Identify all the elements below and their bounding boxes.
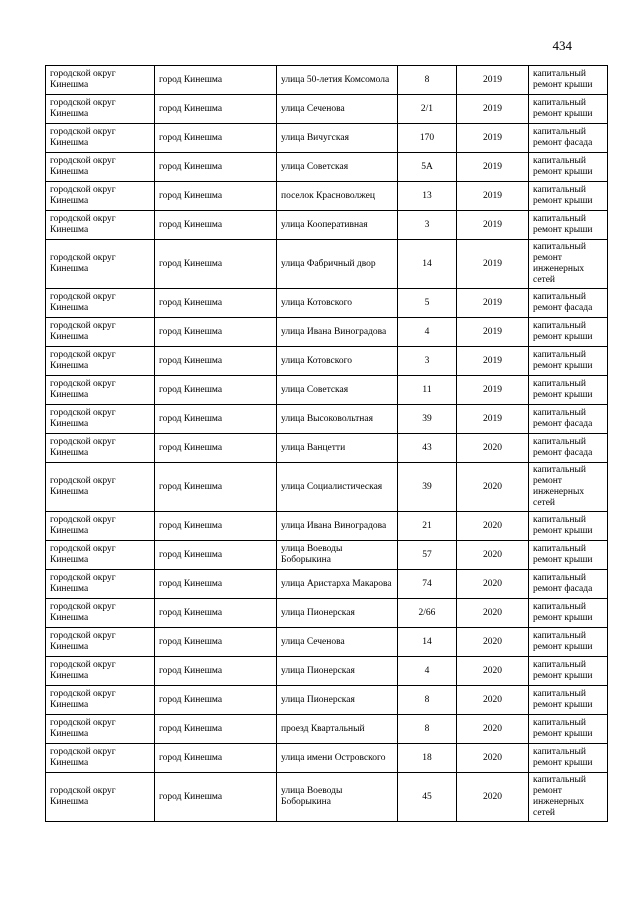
- city-cell: город Кинешма: [155, 211, 277, 240]
- district-cell: городской округ Кинешма: [46, 628, 155, 657]
- work-type-cell: капитальный ремонт инженерных сетей: [529, 463, 608, 512]
- house-number-cell: 2/66: [398, 599, 457, 628]
- street-cell: улица имени Островского: [277, 744, 398, 773]
- year-cell: 2020: [457, 541, 529, 570]
- district-cell: городской округ Кинешма: [46, 686, 155, 715]
- table-row: [46, 686, 608, 715]
- district-cell: городской округ Кинешма: [46, 715, 155, 744]
- house-number-cell: 45: [398, 773, 457, 822]
- year-cell: 2019: [457, 211, 529, 240]
- year-cell: 2020: [457, 463, 529, 512]
- work-type-cell: капитальный ремонт крыши: [529, 686, 608, 715]
- street-cell: улица Пионерская: [277, 599, 398, 628]
- year-cell: 2020: [457, 628, 529, 657]
- table-row: [46, 512, 608, 541]
- table-row: [46, 599, 608, 628]
- street-cell: улица Советская: [277, 376, 398, 405]
- year-cell: 2020: [457, 434, 529, 463]
- work-type-cell: капитальный ремонт крыши: [529, 182, 608, 211]
- year-cell: 2020: [457, 570, 529, 599]
- city-cell: город Кинешма: [155, 512, 277, 541]
- district-cell: городской округ Кинешма: [46, 434, 155, 463]
- year-cell: 2019: [457, 124, 529, 153]
- district-cell: городской округ Кинешма: [46, 570, 155, 599]
- city-cell: город Кинешма: [155, 66, 277, 95]
- street-cell: улица Аристарха Макарова: [277, 570, 398, 599]
- work-type-cell: капитальный ремонт крыши: [529, 153, 608, 182]
- year-cell: 2020: [457, 657, 529, 686]
- street-cell: улица Вичугская: [277, 124, 398, 153]
- work-type-cell: капитальный ремонт крыши: [529, 95, 608, 124]
- work-type-cell: капитальный ремонт инженерных сетей: [529, 240, 608, 289]
- year-cell: 2019: [457, 376, 529, 405]
- house-number-cell: 3: [398, 211, 457, 240]
- table-row: [46, 153, 608, 182]
- year-cell: 2020: [457, 773, 529, 822]
- work-type-cell: капитальный ремонт фасада: [529, 405, 608, 434]
- house-number-cell: 4: [398, 318, 457, 347]
- street-cell: улица Высоковольтная: [277, 405, 398, 434]
- city-cell: город Кинешма: [155, 124, 277, 153]
- house-number-cell: 39: [398, 405, 457, 434]
- street-cell: поселок Красноволжец: [277, 182, 398, 211]
- house-number-cell: 14: [398, 240, 457, 289]
- table-row: [46, 405, 608, 434]
- table-row: [46, 541, 608, 570]
- year-cell: 2020: [457, 715, 529, 744]
- house-number-cell: 11: [398, 376, 457, 405]
- street-cell: улица Ивана Виноградова: [277, 318, 398, 347]
- city-cell: город Кинешма: [155, 541, 277, 570]
- city-cell: город Кинешма: [155, 347, 277, 376]
- street-cell: улица Котовского: [277, 347, 398, 376]
- table-row: [46, 715, 608, 744]
- district-cell: городской округ Кинешма: [46, 66, 155, 95]
- year-cell: 2019: [457, 153, 529, 182]
- table-row: [46, 289, 608, 318]
- district-cell: городской округ Кинешма: [46, 773, 155, 822]
- work-type-cell: капитальный ремонт фасада: [529, 124, 608, 153]
- table-row: [46, 628, 608, 657]
- district-cell: городской округ Кинешма: [46, 289, 155, 318]
- year-cell: 2019: [457, 347, 529, 376]
- street-cell: улица Пионерская: [277, 686, 398, 715]
- table-row: [46, 124, 608, 153]
- district-cell: городской округ Кинешма: [46, 657, 155, 686]
- house-number-cell: 39: [398, 463, 457, 512]
- table-row: [46, 347, 608, 376]
- table-row: [46, 182, 608, 211]
- work-type-cell: капитальный ремонт крыши: [529, 541, 608, 570]
- district-cell: городской округ Кинешма: [46, 463, 155, 512]
- city-cell: город Кинешма: [155, 657, 277, 686]
- house-number-cell: 3: [398, 347, 457, 376]
- house-number-cell: 4: [398, 657, 457, 686]
- year-cell: 2020: [457, 599, 529, 628]
- street-cell: улица Фабричный двор: [277, 240, 398, 289]
- year-cell: 2019: [457, 289, 529, 318]
- city-cell: город Кинешма: [155, 240, 277, 289]
- work-type-cell: капитальный ремонт крыши: [529, 599, 608, 628]
- year-cell: 2019: [457, 66, 529, 95]
- city-cell: город Кинешма: [155, 318, 277, 347]
- street-cell: улица Советская: [277, 153, 398, 182]
- table-row: [46, 95, 608, 124]
- work-type-cell: капитальный ремонт крыши: [529, 715, 608, 744]
- year-cell: 2019: [457, 240, 529, 289]
- district-cell: городской округ Кинешма: [46, 211, 155, 240]
- table-body: [46, 66, 608, 822]
- house-number-cell: 57: [398, 541, 457, 570]
- work-type-cell: капитальный ремонт крыши: [529, 744, 608, 773]
- district-cell: городской округ Кинешма: [46, 376, 155, 405]
- house-number-cell: 5: [398, 289, 457, 318]
- year-cell: 2019: [457, 182, 529, 211]
- city-cell: город Кинешма: [155, 599, 277, 628]
- street-cell: улица Котовского: [277, 289, 398, 318]
- district-cell: городской округ Кинешма: [46, 95, 155, 124]
- street-cell: улица Воеводы Боборыкина: [277, 773, 398, 822]
- house-number-cell: 8: [398, 715, 457, 744]
- work-type-cell: капитальный ремонт фасада: [529, 434, 608, 463]
- street-cell: улица Кооперативная: [277, 211, 398, 240]
- city-cell: город Кинешма: [155, 289, 277, 318]
- city-cell: город Кинешма: [155, 95, 277, 124]
- table-row: [46, 211, 608, 240]
- work-type-cell: капитальный ремонт крыши: [529, 211, 608, 240]
- year-cell: 2019: [457, 405, 529, 434]
- house-number-cell: 5А: [398, 153, 457, 182]
- district-cell: городской округ Кинешма: [46, 318, 155, 347]
- district-cell: городской округ Кинешма: [46, 405, 155, 434]
- table-row: [46, 657, 608, 686]
- table-row: [46, 570, 608, 599]
- work-type-cell: капитальный ремонт инженерных сетей: [529, 773, 608, 822]
- city-cell: город Кинешма: [155, 376, 277, 405]
- work-type-cell: капитальный ремонт крыши: [529, 66, 608, 95]
- year-cell: 2019: [457, 318, 529, 347]
- house-number-cell: 21: [398, 512, 457, 541]
- house-number-cell: 18: [398, 744, 457, 773]
- table-row: [46, 318, 608, 347]
- street-cell: улица 50-летия Комсомола: [277, 66, 398, 95]
- work-type-cell: капитальный ремонт крыши: [529, 347, 608, 376]
- city-cell: город Кинешма: [155, 773, 277, 822]
- table-row: [46, 376, 608, 405]
- house-number-cell: 8: [398, 66, 457, 95]
- district-cell: городской округ Кинешма: [46, 599, 155, 628]
- street-cell: улица Ванцетти: [277, 434, 398, 463]
- city-cell: город Кинешма: [155, 463, 277, 512]
- district-cell: городской округ Кинешма: [46, 153, 155, 182]
- street-cell: улица Пионерская: [277, 657, 398, 686]
- street-cell: улица Воеводы Боборыкина: [277, 541, 398, 570]
- district-cell: городской округ Кинешма: [46, 541, 155, 570]
- repair-schedule-table: [45, 65, 608, 822]
- year-cell: 2020: [457, 744, 529, 773]
- work-type-cell: капитальный ремонт крыши: [529, 512, 608, 541]
- city-cell: город Кинешма: [155, 182, 277, 211]
- table-row: [46, 773, 608, 822]
- work-type-cell: капитальный ремонт крыши: [529, 376, 608, 405]
- house-number-cell: 8: [398, 686, 457, 715]
- city-cell: город Кинешма: [155, 434, 277, 463]
- house-number-cell: 13: [398, 182, 457, 211]
- year-cell: 2020: [457, 686, 529, 715]
- house-number-cell: 2/1: [398, 95, 457, 124]
- city-cell: город Кинешма: [155, 570, 277, 599]
- work-type-cell: капитальный ремонт крыши: [529, 657, 608, 686]
- house-number-cell: 170: [398, 124, 457, 153]
- table-row: [46, 240, 608, 289]
- table-row: [46, 463, 608, 512]
- house-number-cell: 14: [398, 628, 457, 657]
- city-cell: город Кинешма: [155, 405, 277, 434]
- street-cell: улица Сеченова: [277, 95, 398, 124]
- district-cell: городской округ Кинешма: [46, 347, 155, 376]
- district-cell: городской округ Кинешма: [46, 512, 155, 541]
- work-type-cell: капитальный ремонт фасада: [529, 289, 608, 318]
- work-type-cell: капитальный ремонт крыши: [529, 628, 608, 657]
- street-cell: улица Сеченова: [277, 628, 398, 657]
- year-cell: 2019: [457, 95, 529, 124]
- district-cell: городской округ Кинешма: [46, 240, 155, 289]
- street-cell: проезд Квартальный: [277, 715, 398, 744]
- district-cell: городской округ Кинешма: [46, 182, 155, 211]
- work-type-cell: капитальный ремонт фасада: [529, 570, 608, 599]
- table-row: [46, 66, 608, 95]
- city-cell: город Кинешма: [155, 744, 277, 773]
- work-type-cell: капитальный ремонт крыши: [529, 318, 608, 347]
- street-cell: улица Социалистическая: [277, 463, 398, 512]
- house-number-cell: 74: [398, 570, 457, 599]
- city-cell: город Кинешма: [155, 686, 277, 715]
- city-cell: город Кинешма: [155, 715, 277, 744]
- district-cell: городской округ Кинешма: [46, 124, 155, 153]
- street-cell: улица Ивана Виноградова: [277, 512, 398, 541]
- page-number: 434: [552, 38, 572, 53]
- table-row: [46, 744, 608, 773]
- district-cell: городской округ Кинешма: [46, 744, 155, 773]
- year-cell: 2020: [457, 512, 529, 541]
- city-cell: город Кинешма: [155, 628, 277, 657]
- house-number-cell: 43: [398, 434, 457, 463]
- city-cell: город Кинешма: [155, 153, 277, 182]
- table-row: [46, 434, 608, 463]
